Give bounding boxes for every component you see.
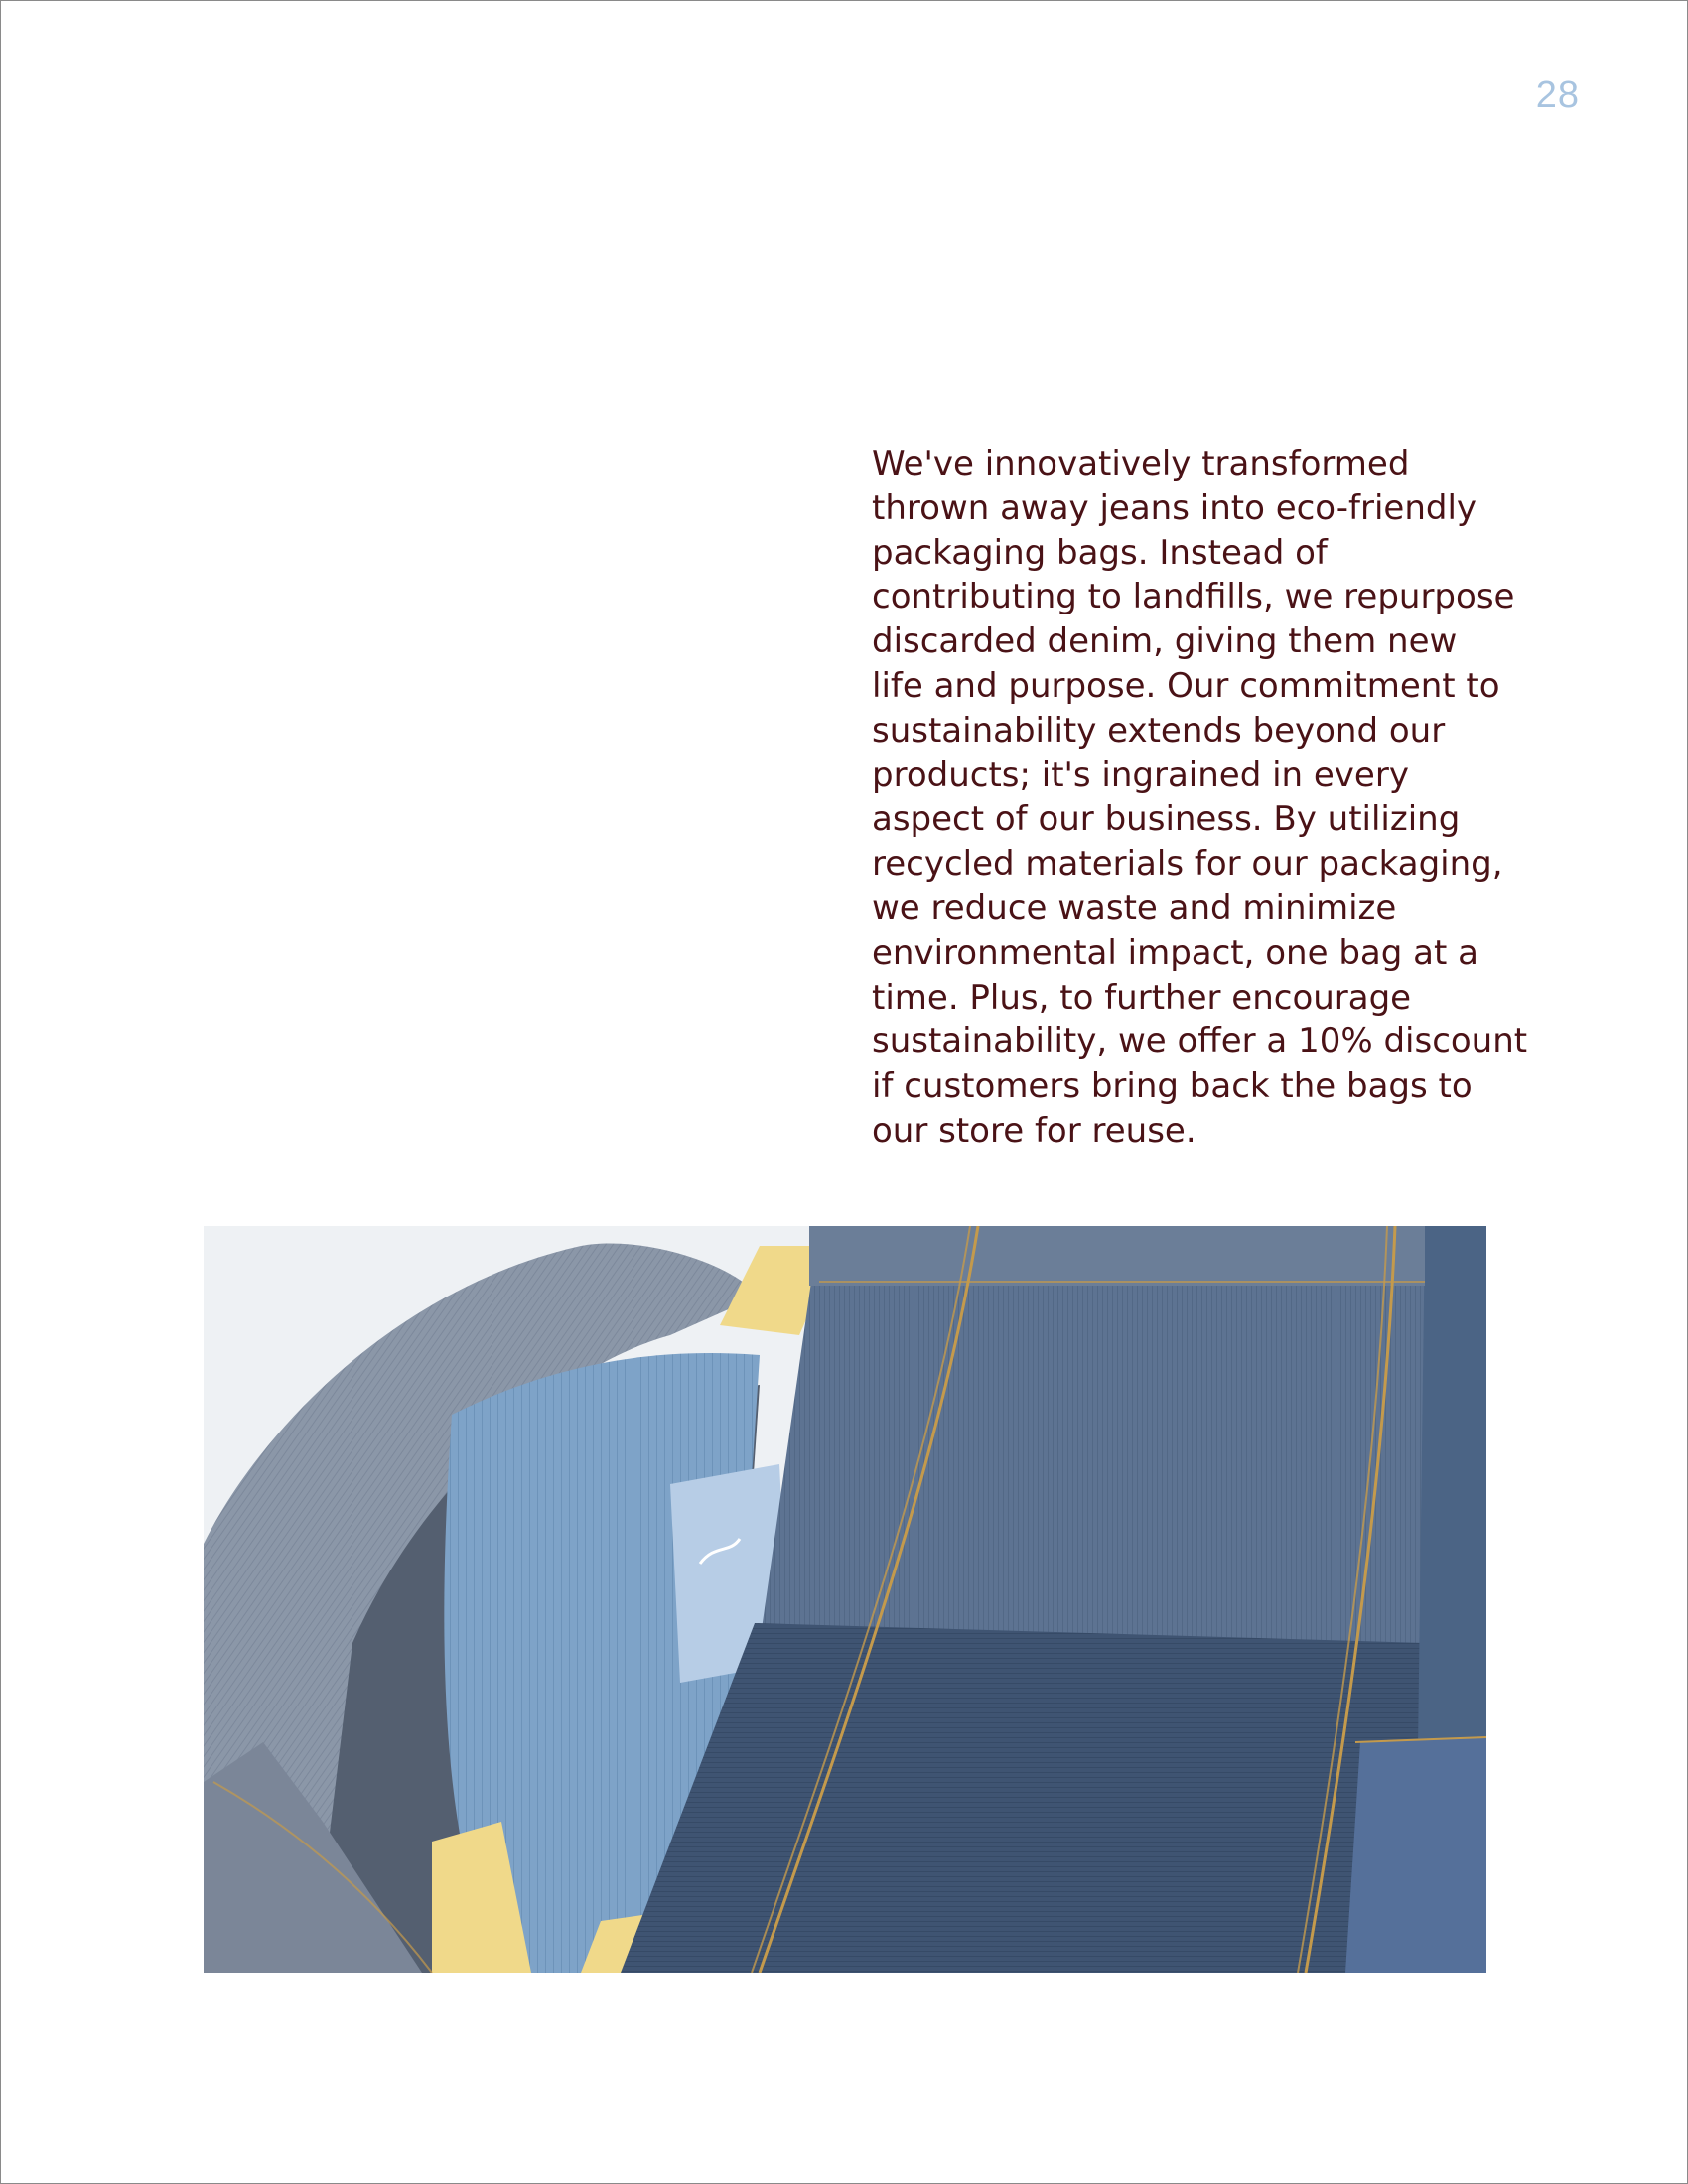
denim-bag-photo bbox=[204, 1226, 1486, 1973]
denim-bag-illustration bbox=[204, 1226, 1486, 1973]
body-paragraph: We've innovatively transformed thrown away jeans into eco-friendly packaging bags. Instead of contributing to landfills, we repurpose discarded denim, giving them new life and purpose. Our commitment to sustainability extends beyond our products; it's ingrained in every aspect of our business. By utilizing recycled materials for our packaging, we reduce waste and minimize environmental impact, one bag at a time. Plus, to further encourage sustainability, we offer a 10% discount if customers bring back the bags to our store for reuse. bbox=[872, 444, 1528, 1151]
page-number: 28 bbox=[1535, 74, 1580, 116]
